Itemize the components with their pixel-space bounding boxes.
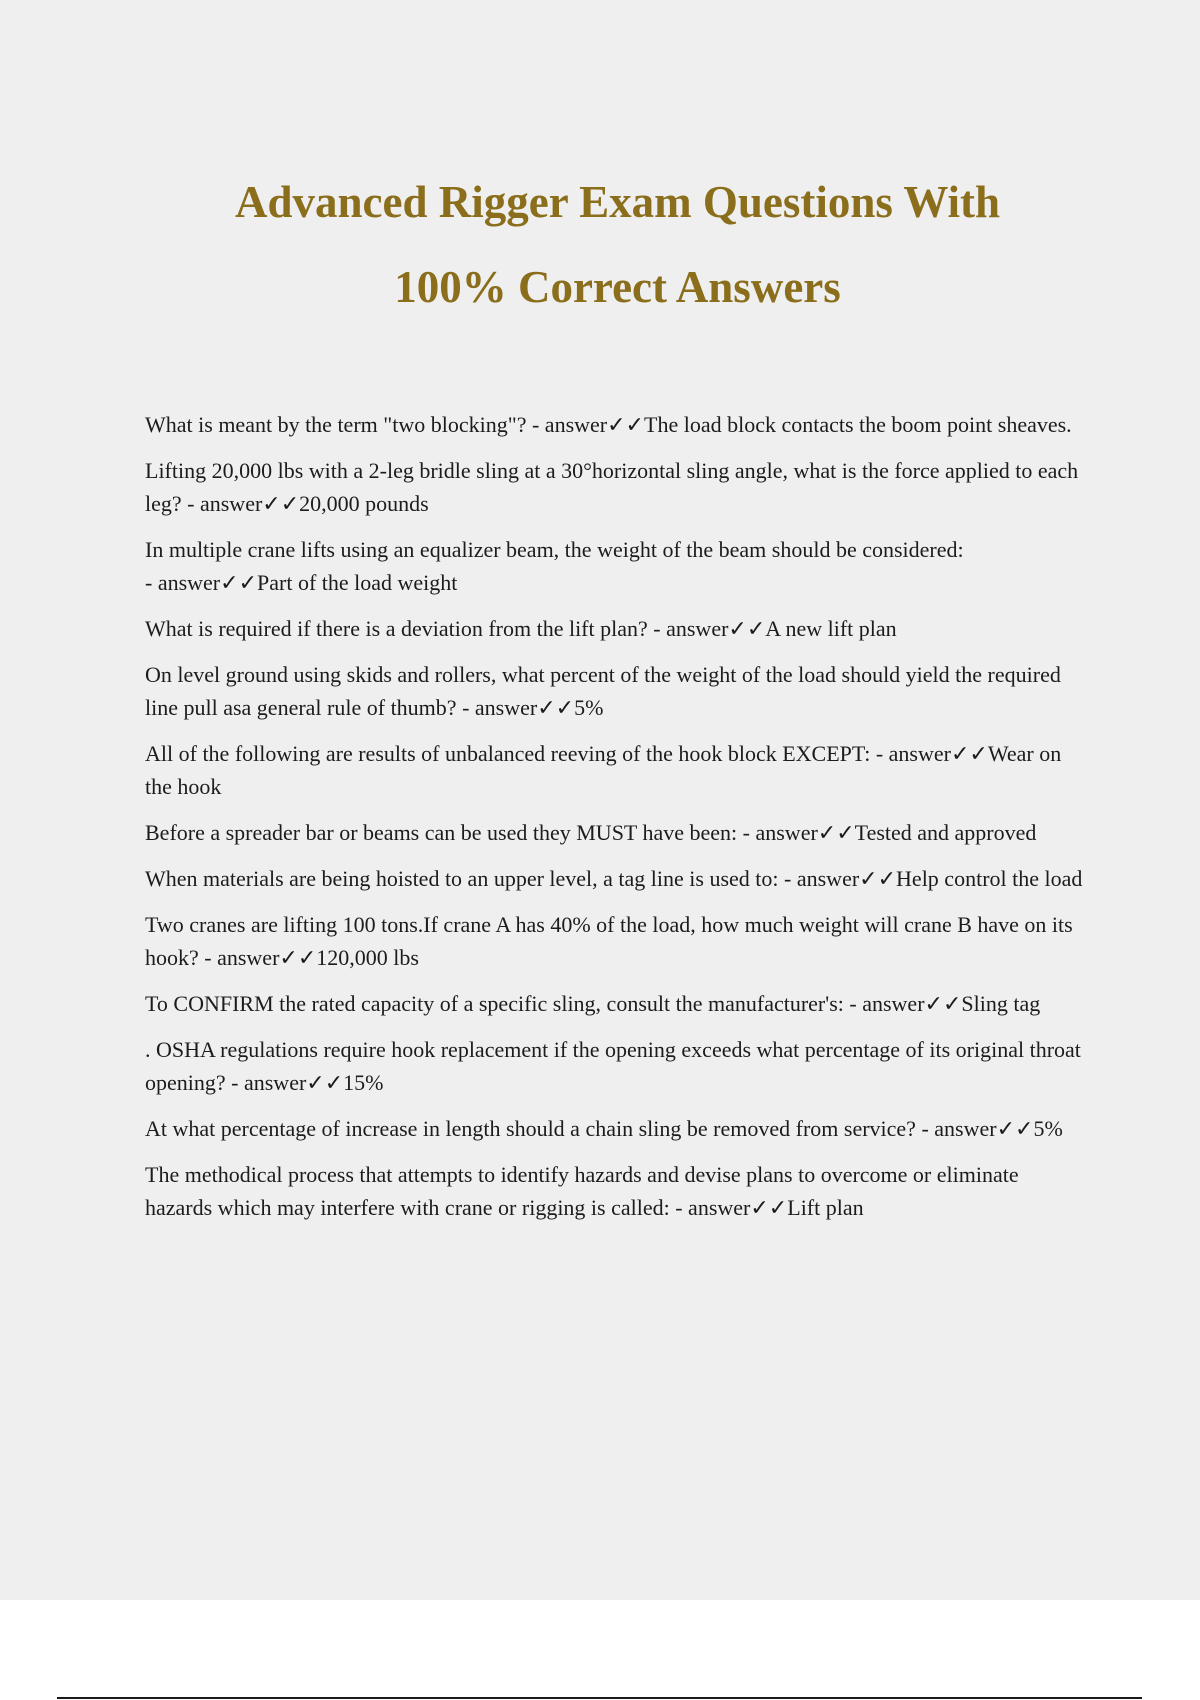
double-check-icon: ✓✓ <box>950 741 988 766</box>
answer-separator: - answer <box>145 570 221 595</box>
title-line-2: 100% Correct Answers <box>394 262 841 312</box>
double-check-icon: ✓✓ <box>728 616 766 641</box>
answer-separator: - answer <box>198 945 280 970</box>
answer-separator: - answer <box>456 695 538 720</box>
double-check-icon: ✓✓ <box>220 570 258 595</box>
answer-separator: - answer <box>526 412 608 437</box>
double-check-icon: ✓✓ <box>859 866 897 891</box>
question-text: In multiple crane lifts using an equalizer beam, the weight of the beam should be considered: <box>145 537 964 562</box>
double-check-icon: ✓✓ <box>262 491 300 516</box>
double-check-icon: ✓✓ <box>996 1116 1034 1141</box>
question-text: To CONFIRM the rated capacity of a specific sling, consult the manufacturer's: <box>145 991 844 1016</box>
answer-separator: - answer <box>181 491 263 516</box>
question-text: At what percentage of increase in length should a chain sling be removed from service? <box>145 1116 916 1141</box>
double-check-icon: ✓✓ <box>750 1195 788 1220</box>
question-text: The methodical process that attempts to identify hazards and devise plans to overcome or eliminate hazards which may interfere with crane or rigging is called: <box>145 1162 1019 1220</box>
question-text: All of the following are results of unbalanced reeving of the hook block EXCEPT: <box>145 741 871 766</box>
question-text: What is meant by the term "two blocking"? <box>145 412 527 437</box>
answer-separator: - answer <box>778 866 860 891</box>
document-title <box>0 160 1200 330</box>
answer-separator: - answer <box>669 1195 751 1220</box>
question-text: On level ground using skids and rollers, what percent of the weight of the load should yield the required line pull asa general rule of thumb? <box>145 662 1061 720</box>
answer-text: 5% <box>574 695 604 720</box>
qa-item <box>145 533 1085 599</box>
qa-item <box>145 862 1085 895</box>
qa-item <box>145 1033 1085 1099</box>
answer-text: Sling tag <box>961 991 1041 1016</box>
qa-item <box>145 1158 1085 1224</box>
double-check-icon: ✓✓ <box>924 991 962 1016</box>
answer-text: 5% <box>1033 1116 1063 1141</box>
answer-text: Lift plan <box>787 1195 864 1220</box>
double-check-icon: ✓✓ <box>279 945 317 970</box>
question-text: Two cranes are lifting 100 tons.If crane A has 40% of the load, how much weight will crane B have on its hook? <box>145 912 1073 970</box>
answer-separator: - answer <box>915 1116 997 1141</box>
answer-text: Tested and approved <box>854 820 1037 845</box>
answer-text: Part of the load weight <box>257 570 458 595</box>
qa-item <box>145 612 1085 645</box>
qa-item <box>145 987 1085 1020</box>
answer-separator: - answer <box>843 991 925 1016</box>
double-check-icon: ✓✓ <box>817 820 855 845</box>
question-text: What is required if there is a deviation from the lift plan? <box>145 616 648 641</box>
qa-item <box>145 816 1085 849</box>
qa-item <box>145 408 1085 441</box>
question-text: . OSHA regulations require hook replacement if the opening exceeds what percentage of its original throat opening? <box>145 1037 1081 1095</box>
answer-separator: - answer <box>870 741 951 766</box>
answer-text: The load block contacts the boom point sheaves. <box>644 412 1072 437</box>
question-text: Lifting 20,000 lbs with a 2-leg bridle sling at a 30°horizontal sling angle, what is the force applied to each leg? <box>145 458 1079 516</box>
qa-item <box>145 454 1085 520</box>
double-check-icon: ✓✓ <box>537 695 575 720</box>
answer-separator: - answer <box>225 1070 307 1095</box>
answer-separator: - answer <box>647 616 729 641</box>
question-text: When materials are being hoisted to an upper level, a tag line is used to: <box>145 866 779 891</box>
footer-divider <box>57 1697 1142 1699</box>
double-check-icon: ✓✓ <box>306 1070 344 1095</box>
answer-text: 20,000 pounds <box>299 491 429 516</box>
qa-item <box>145 737 1085 803</box>
answer-text: Wear on the hook <box>145 741 1062 799</box>
title-line-1: Advanced Rigger Exam Questions With <box>234 177 1001 227</box>
answer-text: 120,000 lbs <box>316 945 419 970</box>
qa-item <box>145 1112 1085 1145</box>
answer-separator: - answer <box>737 820 818 845</box>
answer-text: 15% <box>343 1070 384 1095</box>
double-check-icon: ✓✓ <box>607 412 644 437</box>
question-answer-list <box>145 408 1085 1237</box>
answer-text: Help control the load <box>896 866 1083 891</box>
question-text: Before a spreader bar or beams can be used they MUST have been: <box>145 820 738 845</box>
qa-item <box>145 908 1085 974</box>
qa-item <box>145 658 1085 724</box>
answer-text: A new lift plan <box>765 616 897 641</box>
